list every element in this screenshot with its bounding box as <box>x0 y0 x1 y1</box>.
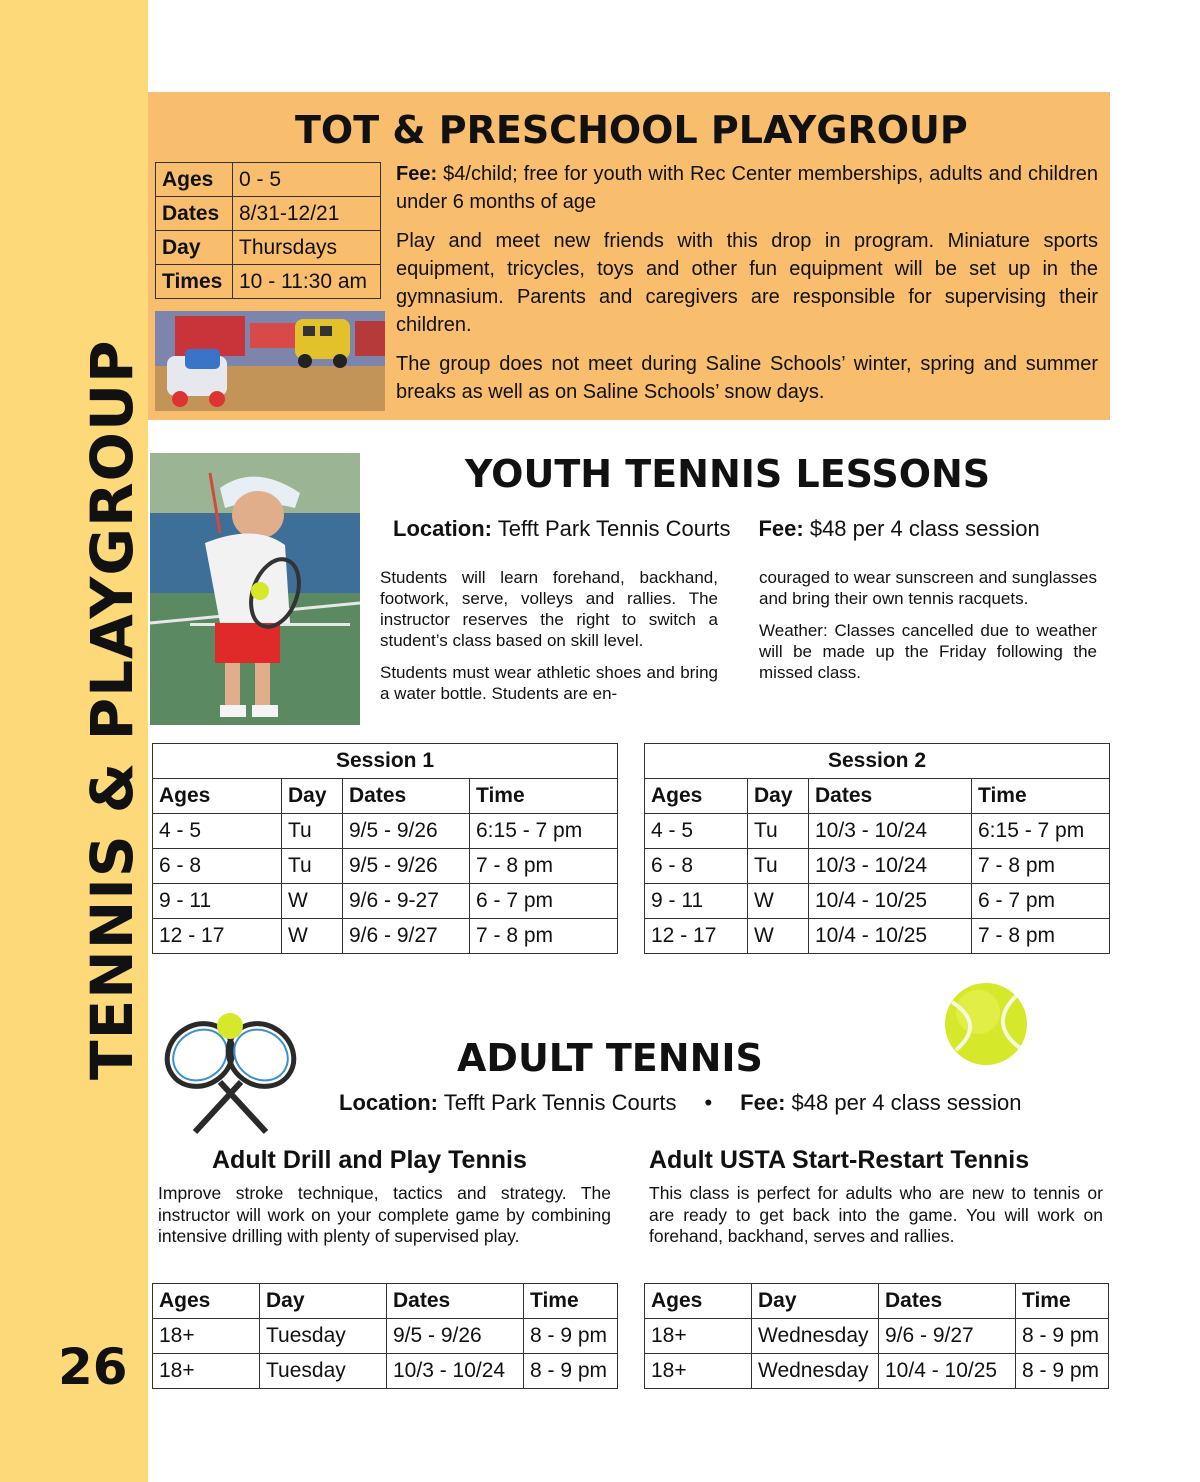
cell-ages: 18+ <box>645 1319 752 1354</box>
info-value: 8/31-12/21 <box>233 197 381 231</box>
tot-info-row <box>156 197 381 231</box>
info-value: 0 - 5 <box>233 163 381 197</box>
tot-playgroup-title: TOT & PRESCHOOL PLAYGROUP <box>295 108 968 152</box>
table-row <box>645 1319 1109 1354</box>
session-caption: Session 2 <box>645 744 1110 779</box>
info-label: Day <box>156 231 233 265</box>
table-row <box>153 814 618 849</box>
cell-time: 8 - 9 pm <box>1016 1319 1109 1354</box>
cell-dates: 9/6 - 9/27 <box>879 1319 1016 1354</box>
cell-ages: 4 - 5 <box>645 814 748 849</box>
cell-ages: 12 - 17 <box>153 919 282 954</box>
col-header-day: Day <box>748 779 809 814</box>
section-title-vertical: TENNIS & PLAYGROUP <box>78 339 146 1080</box>
cell-dates: 10/4 - 10/25 <box>879 1354 1016 1389</box>
cell-time: 6 - 7 pm <box>470 884 618 919</box>
cell-time: 7 - 8 pm <box>470 849 618 884</box>
info-label: Dates <box>156 197 233 231</box>
cell-time: 6 - 7 pm <box>972 884 1110 919</box>
table-header-row <box>645 1284 1109 1319</box>
table-row <box>153 1319 618 1354</box>
adult-drill-table <box>152 1283 618 1389</box>
youth-description-col-2 <box>759 567 1097 694</box>
youth-description-col-1 <box>380 567 718 715</box>
cell-dates: 10/3 - 10/24 <box>387 1354 524 1389</box>
cell-dates: 10/4 - 10/25 <box>809 884 972 919</box>
cell-day: Tuesday <box>260 1354 387 1389</box>
cell-day: Tu <box>282 814 343 849</box>
cell-time: 7 - 8 pm <box>972 849 1110 884</box>
tot-fee-text: $4/child; free for youth with Rec Center memberships, adults and children under 6 months of age <box>396 163 1098 213</box>
col-header-day: Day <box>260 1284 387 1319</box>
col-header-dates: Dates <box>809 779 972 814</box>
bullet-separator: • <box>704 1090 713 1115</box>
cell-dates: 9/5 - 9/26 <box>343 814 470 849</box>
youth-tennis-illustration <box>150 453 360 725</box>
adult-usta-table <box>644 1283 1109 1389</box>
adult-usta-title: Adult USTA Start-Restart Tennis <box>649 1146 1030 1174</box>
tot-info-row <box>156 231 381 265</box>
cell-time: 7 - 8 pm <box>972 919 1110 954</box>
adult-fee-value: $48 per 4 class session <box>785 1090 1022 1115</box>
playgroup-photo <box>155 311 385 411</box>
youth-fee-value: $48 per 4 class session <box>803 516 1040 541</box>
tot-fee-paragraph <box>396 160 1098 216</box>
col-header-ages: Ages <box>153 1284 260 1319</box>
cell-day: W <box>282 919 343 954</box>
col-header-dates: Dates <box>879 1284 1016 1319</box>
youth-paragraph-3: Weather: Classes cancelled due to weather will be made up the Friday following the missed class. <box>759 621 1097 682</box>
col-header-ages: Ages <box>153 779 282 814</box>
table-header-row <box>153 1284 618 1319</box>
cell-ages: 9 - 11 <box>153 884 282 919</box>
youth-tennis-photo <box>150 453 360 725</box>
cell-ages: 12 - 17 <box>645 919 748 954</box>
tot-description <box>396 160 1098 417</box>
cell-dates: 9/6 - 9/27 <box>343 919 470 954</box>
table-row <box>153 884 618 919</box>
cell-dates: 10/3 - 10/24 <box>809 849 972 884</box>
tot-paragraph-1: Play and meet new friends with this drop in program. Miniature sports equipment, tricycles, toys and other fun equipment will be set up in the gymnasium. Parents and caregivers are responsible for supervising their children. <box>396 230 1098 336</box>
table-row <box>645 884 1110 919</box>
cell-day: Tu <box>748 849 809 884</box>
adult-location-value: Tefft Park Tennis Courts <box>438 1090 677 1115</box>
table-row <box>645 1354 1109 1389</box>
cell-day: Wednesday <box>752 1354 879 1389</box>
tot-paragraph-2: The group does not meet during Saline Schools’ winter, spring and summer breaks as well as on Saline Schools’ snow days. <box>396 353 1098 403</box>
table-header-row <box>153 779 618 814</box>
col-header-day: Day <box>752 1284 879 1319</box>
cell-ages: 4 - 5 <box>153 814 282 849</box>
table-row <box>645 919 1110 954</box>
cell-dates: 10/4 - 10/25 <box>809 919 972 954</box>
table-row <box>645 814 1110 849</box>
info-label: Ages <box>156 163 233 197</box>
youth-location-value: Tefft Park Tennis Courts <box>492 516 731 541</box>
session-caption: Session 1 <box>153 744 618 779</box>
cell-day: Tuesday <box>260 1319 387 1354</box>
table-header-row <box>645 779 1110 814</box>
col-header-time: Time <box>1016 1284 1109 1319</box>
youth-location-label: Location: <box>393 516 492 541</box>
cell-day: W <box>282 884 343 919</box>
adult-location-fee <box>339 1090 1021 1116</box>
cell-ages: 18+ <box>645 1354 752 1389</box>
cell-day: Tu <box>282 849 343 884</box>
info-value: Thursdays <box>233 231 381 265</box>
youth-paragraph-2b: couraged to wear sunscreen and sunglasses and bring their own tennis racquets. <box>759 568 1097 608</box>
col-header-time: Time <box>972 779 1110 814</box>
cell-day: W <box>748 919 809 954</box>
col-header-dates: Dates <box>343 779 470 814</box>
tennis-rackets-icon <box>158 1010 303 1140</box>
youth-paragraph-1: Students will learn forehand, backhand, footwork, serve, volleys and rallies. The instructor reserves the right to switch a student’s class based on skill level. <box>380 568 718 650</box>
youth-session-2-table <box>644 743 1110 954</box>
tot-info-table <box>155 162 381 299</box>
table-row <box>153 849 618 884</box>
table-row <box>153 919 618 954</box>
adult-location-label: Location: <box>339 1090 438 1115</box>
cell-dates: 10/3 - 10/24 <box>809 814 972 849</box>
cell-ages: 18+ <box>153 1354 260 1389</box>
cell-dates: 9/6 - 9-27 <box>343 884 470 919</box>
tot-fee-label: Fee: <box>396 163 438 185</box>
cell-time: 7 - 8 pm <box>470 919 618 954</box>
cell-time: 8 - 9 pm <box>524 1319 618 1354</box>
adult-tennis-title: ADULT TENNIS <box>457 1036 763 1080</box>
youth-paragraph-2a: Students must wear athletic shoes and bring a water bottle. Students are en- <box>380 663 718 703</box>
adult-usta-description: This class is perfect for adults who are new to tennis or are ready to get back into the game. You will work on forehand, backhand, serves and rallies. <box>649 1183 1103 1246</box>
cell-ages: 18+ <box>153 1319 260 1354</box>
table-row <box>645 849 1110 884</box>
col-header-dates: Dates <box>387 1284 524 1319</box>
col-header-time: Time <box>524 1284 618 1319</box>
youth-location-fee <box>393 516 1040 542</box>
youth-fee-label: Fee: <box>758 516 804 541</box>
cell-time: 6:15 - 7 pm <box>470 814 618 849</box>
adult-drill-description: Improve stroke technique, tactics and strategy. The instructor will work on your complete game by combining intensive drilling with plenty of supervised play. <box>158 1183 611 1246</box>
playgroup-photo-illustration <box>155 311 385 411</box>
youth-session-1-table <box>152 743 618 954</box>
cell-time: 8 - 9 pm <box>1016 1354 1109 1389</box>
col-header-ages: Ages <box>645 779 748 814</box>
tot-info-row <box>156 265 381 299</box>
cell-ages: 9 - 11 <box>645 884 748 919</box>
cell-dates: 9/5 - 9/26 <box>387 1319 524 1354</box>
tennis-ball-icon <box>942 980 1030 1068</box>
table-row <box>153 1354 618 1389</box>
cell-day: W <box>748 884 809 919</box>
tot-info-row <box>156 163 381 197</box>
youth-tennis-title: YOUTH TENNIS LESSONS <box>465 452 991 496</box>
col-header-ages: Ages <box>645 1284 752 1319</box>
adult-fee-label: Fee: <box>740 1090 786 1115</box>
info-value: 10 - 11:30 am <box>233 265 381 299</box>
cell-ages: 6 - 8 <box>153 849 282 884</box>
info-label: Times <box>156 265 233 299</box>
col-header-day: Day <box>282 779 343 814</box>
cell-day: Tu <box>748 814 809 849</box>
cell-ages: 6 - 8 <box>645 849 748 884</box>
cell-time: 8 - 9 pm <box>524 1354 618 1389</box>
adult-drill-title: Adult Drill and Play Tennis <box>212 1146 527 1174</box>
cell-day: Wednesday <box>752 1319 879 1354</box>
cell-time: 6:15 - 7 pm <box>972 814 1110 849</box>
cell-dates: 9/5 - 9/26 <box>343 849 470 884</box>
page-number: 26 <box>58 1338 128 1396</box>
col-header-time: Time <box>470 779 618 814</box>
